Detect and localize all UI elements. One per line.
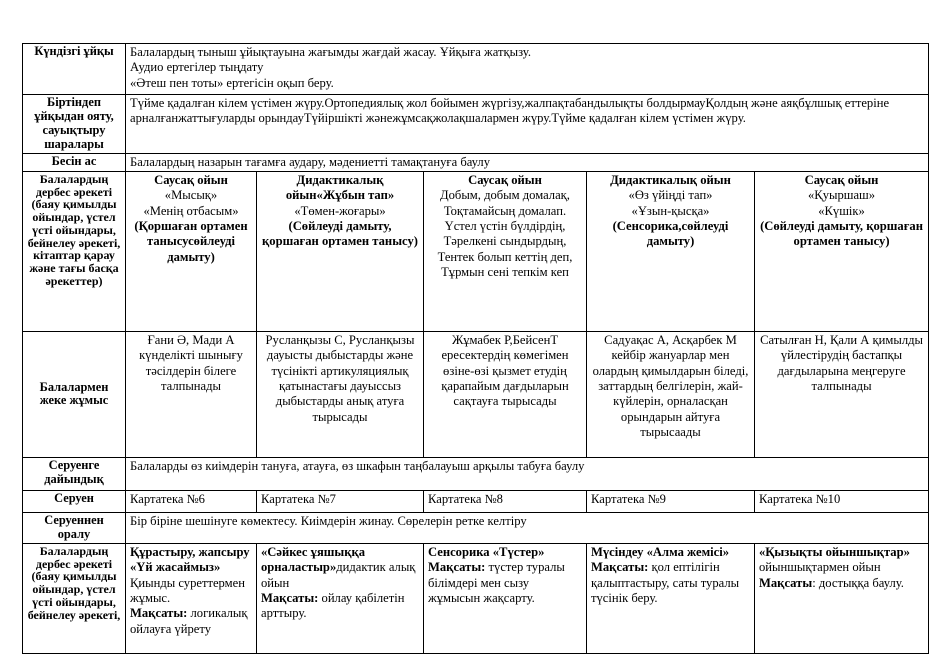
row-return <box>23 512 929 543</box>
activity-cell <box>257 171 424 331</box>
activity-line: «Ұзын-қысқа» <box>631 203 710 218</box>
activity-line: «Төмен-жоғары» <box>294 203 386 218</box>
return-content: Бір біріне шешінуге көмектесу. Киімдерін жинау. Сөрелерін ретке келтіру <box>126 512 929 543</box>
walk-cell: Картатека №7 <box>257 490 424 512</box>
row-individual <box>23 331 929 457</box>
activity2-goal-label: Мақсаты: <box>591 560 649 575</box>
activity2-goal: түстер туралы білімдері мен сызу жұмысын жақсарту. <box>428 560 565 605</box>
activity-goal: (Сөйлеуді дамыту, қоршаған ортамен танысу) <box>262 219 418 249</box>
activity2-subtitle: дидактик алық ойын <box>261 560 416 590</box>
activity2-goal-label: Мақсаты <box>759 575 813 590</box>
activity2-title: Құрастыру, жапсыру «Үй жасаймыз» <box>130 544 250 575</box>
activity-goal: (Сөйлеуді дамыту, қоршаған ортамен танысу) <box>760 219 923 249</box>
walk-cell: Картатека №6 <box>126 490 257 512</box>
activity-line: Тұрмын сені тепкім кеп <box>441 265 569 280</box>
sleep-line: Аудио ертегілер тыңдату <box>130 60 264 75</box>
activity2-cell <box>257 543 424 653</box>
walk-cell: Картатека №10 <box>755 490 929 512</box>
activity2-goal: қол ептілігін қалыптастыру, саты туралы түсінік беру. <box>591 560 740 605</box>
walk-cell: Картатека №8 <box>424 490 587 512</box>
activity-goal: (Қоршаған ортамен танысусөйлеуді дамыту) <box>134 219 248 264</box>
activity-cell <box>587 171 755 331</box>
activity-line: Добым, добым домалақ, <box>440 188 570 203</box>
activity-line: «Менің отбасым» <box>143 203 239 218</box>
activity-line: Тентек болып кеттің деп, <box>437 249 573 264</box>
activity2-goal-label: Мақсаты: <box>130 606 188 621</box>
activity2-cell <box>587 543 755 653</box>
individual-cell: Ғани Ә, Мади А күнделікті шынығу тәсілдерін білеге талпынады <box>126 331 257 457</box>
row-label-sleep: Күндізгі ұйқы <box>23 44 126 95</box>
activity-line: Үстел үстін бүлдірдің, <box>444 219 566 233</box>
activity2-title: «Қызықты ойыншықтар» <box>759 544 910 559</box>
activity2-title: «Сәйкес ұяшыққа орналастыр» <box>261 544 366 575</box>
row-label-return: Серуеннен оралу <box>23 512 126 543</box>
row-sleep <box>23 44 929 95</box>
individual-cell: Сатылған Н, Қали А қимылды үйлестірудің бастапқы дағдыларына меңгеруге талпынады <box>755 331 929 457</box>
wakeup-content: Түйме қадалған кілем үстімен жүру.Ортопедиялық жол бойымен жүргізу,жалпақтабандылықты болдырмауҚолдың және аяқбұлшық еттеріне арналғанжаттығуларды орындауТүйіршікті жәнежұмсақжолақшалармен жүру.Түйме қадалған кілем үстімен жүру. <box>126 95 929 154</box>
snack-content: Балалардың назарын тағамға аудару, мәдениетті тамақтануға баулу <box>126 153 929 171</box>
row-label-walk: Серуен <box>23 490 126 512</box>
activity-line: «Мысық» <box>164 188 218 203</box>
activity2-body: Қиынды суреттермен жұмыс. <box>130 575 245 605</box>
activity-line: «Күшік» <box>818 203 865 218</box>
activity-cell <box>424 171 587 331</box>
activity-title: Дидактикалық ойын <box>610 172 731 187</box>
activity-goal: (Сенсорика,сөйлеуді дамыту) <box>612 219 729 249</box>
daily-schedule-table <box>22 43 929 654</box>
individual-cell: Русланқызы С, Русланқызы дауысты дыбыстарды және түсінікті артикуляциялық қатынастағы дауыссыз дыбыстарды анық атуға тырысады <box>257 331 424 457</box>
activity-title: Саусақ ойын <box>468 172 542 187</box>
row-independent <box>23 171 929 331</box>
activity2-cell <box>755 543 929 653</box>
sleep-line: Балалардың тыныш ұйықтауына жағымды жағдай жасау. Ұйқыға жатқызу. <box>130 45 531 59</box>
activity2-subtitle: ойыншықтармен ойын <box>759 560 881 575</box>
sleep-line: «Әтеш пен тоты» ертегісін оқып беру. <box>130 75 334 90</box>
row-label-independent-2: Балалардың дербес әрекеті (баяу қимылды ойындар, үстел үсті ойындары, бейнелеу әрекеті, <box>23 543 126 653</box>
activity2-goal-label: Мақсаты: <box>428 560 486 575</box>
activity2-cell <box>424 543 587 653</box>
activity-cell <box>755 171 929 331</box>
row-label-independent: Балалардың дербес әрекеті (баяу қимылды ойындар, үстел үсті ойындары, бейнелеу әрекеті, кітаптар қарау және тағы басқа әрекеттер) <box>23 171 126 331</box>
row-label-walk-prep: Серуенге дайындық <box>23 457 126 490</box>
row-walk <box>23 490 929 512</box>
activity2-title: Сенсорика «Түстер» <box>428 544 545 559</box>
activity2-goal: : достыққа баулу. <box>812 575 904 590</box>
row-snack <box>23 153 929 171</box>
activity2-goal: логикалық ойлауға үйрету <box>130 606 248 636</box>
row-independent-2 <box>23 543 929 653</box>
activity-line: Тәрелкені сындырдың, <box>443 234 567 249</box>
walk-cell: Картатека №9 <box>587 490 755 512</box>
row-walk-prep <box>23 457 929 490</box>
activity-title: Саусақ ойын <box>154 172 228 187</box>
sleep-content <box>126 44 929 95</box>
activity-line: «Қуыршаш» <box>808 188 876 203</box>
individual-cell: Садуақас А, Асқарбек М кейбір жануарлар мен олардың қимылдарын біледі, заттардың белгілерін, жай-күйлерін, орналасқан орындарын айтуға тырысаады <box>587 331 755 457</box>
individual-cell: Жұмабек Р,БейсенТ ересектердің көмегімен өзіне-өзі қызмет етудің қарапайым дағдыларын сақтауға тырысады <box>424 331 587 457</box>
activity2-title: Мүсіндеу «Алма жемісі» <box>591 544 730 559</box>
row-label-wakeup: Біртіндеп ұйқыдан ояту, сауықтыру шаралары <box>23 95 126 154</box>
activity-line: «Өз үйіңді тап» <box>628 188 713 203</box>
activity-title: Саусақ ойын <box>804 172 879 187</box>
row-label-individual: Балалармен жеке жұмыс <box>23 331 126 457</box>
activity-title: Дидактикалық ойын«Жұбын тап» <box>285 172 395 203</box>
activity2-goal: ойлау қабілетін арттыру. <box>261 591 405 621</box>
activity2-goal-label: Мақсаты: <box>261 591 319 605</box>
activity2-cell <box>126 543 257 653</box>
activity-cell <box>126 171 257 331</box>
row-label-snack: Бесін ас <box>23 153 126 171</box>
row-wakeup <box>23 95 929 154</box>
walk-prep-content: Балаларды өз киімдерін тануға, атауға, өз шкафын таңбалауыш арқылы табуға баулу <box>126 457 929 490</box>
activity-line: Тоқтамайсың домалап. <box>443 203 567 218</box>
